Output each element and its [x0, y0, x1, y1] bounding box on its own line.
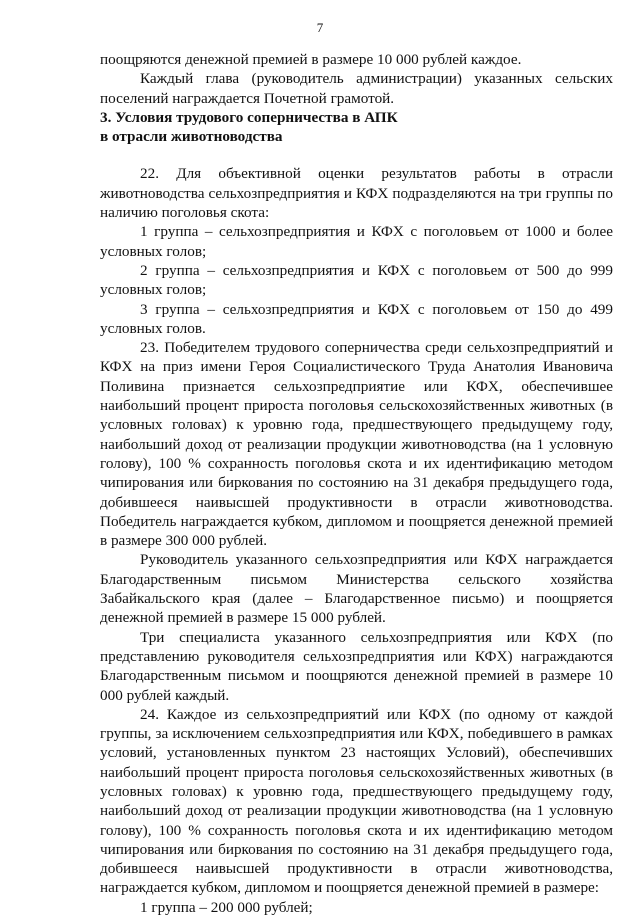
page-number: 7 — [316, 20, 324, 35]
paragraph-head-letter: Руководитель указанного сельхозпредприятия или КФХ награждается Благодарственным письмом Министерства сельского хозяйства Забайкальского края (далее – Благодарственное письмо) и поощряется денежной премией в размере 15 000 рублей. — [100, 551, 613, 627]
paragraph-head-award: Каждый глава (руководитель администрации) указанных сельских поселений награждается Почетной грамотой. — [100, 70, 613, 107]
paragraph-continuation: поощряются денежной премией в размере 10 000 рублей каждое. — [100, 51, 522, 68]
group-3-item: 3 группа – сельхозпредприятия и КФХ с поголовьем от 150 до 499 условных голов. — [100, 300, 613, 337]
group-1-item: 1 группа – сельхозпредприятия и КФХ с поголовьем от 1000 и более условных голов; — [100, 223, 613, 260]
paragraph-22: 22. Для объективной оценки результатов работы в отрасли животноводства сельхозпредприятия и КФХ подразделяются на три группы по наличию поголовья скота: — [100, 165, 613, 222]
section-heading-line-2: в отрасли животноводства — [100, 128, 283, 146]
group-2-item: 2 группа – сельхозпредприятия и КФХ с поголовьем от 500 до 999 условных голов; — [100, 261, 613, 299]
document-body — [100, 50, 613, 917]
section-spacer — [100, 146, 613, 164]
paragraph-24: 24. Каждое из сельхозпредприятий или КФХ (по одному от каждой группы, за исключением сельхозпредприятия или КФХ, победившего в рамках условий, установленных пунктом 23 настоящих Условий), обеспечивших наибольший процент прироста поголовья сельскохозяйственных животных (в условных головах) к уровню года, предшествующего предыдущему году, наибольший доход от реализации продукции животноводства (на 1 условную голову), 100 % сохранность поголовья скота и их идентификацию методом чипирования или биркования по состоянию на 31 декабря предыдущего года, добившееся наивысшей продуктивности в отрасли животноводства, награждается кубком, дипломом и поощряется денежной премией в размере: — [100, 705, 613, 897]
paragraph-23: 23. Победителем трудового соперничества среди сельхозпредприятий и КФХ на приз имени Героя Социалистического Труда Анатолия Ивановича Поливина признается сельхозпредприятие или КФХ, обеспечившее наибольший процент прироста поголовья сельскохозяйственных животных (в условных головах) к уровню года, предшествующего предыдущему году, наибольший доход от реализации продукции животноводства (на 1 условную голову), 100 % сохранность поголовья скота и их идентификацию методом чипирования или биркования по состоянию на 31 декабря предыдущего года, добившееся наивысшей продуктивности в отрасли животноводства. Победитель награждается кубком, дипломом и поощряется денежной премией в размере 300 000 рублей. — [100, 339, 613, 550]
section-heading-line-1: 3. Условия трудового соперничества в АПК — [100, 108, 398, 126]
paragraph-specialists: Три специалиста указанного сельхозпредприятия или КФХ (по представлению руководителя сельхозпредприятия или КФХ) награждаются Благодарственным письмом и поощряются денежной премией в размере 10 000 рублей каждый. — [100, 628, 613, 704]
group-1-prize: 1 группа – 200 000 рублей; — [140, 898, 313, 916]
